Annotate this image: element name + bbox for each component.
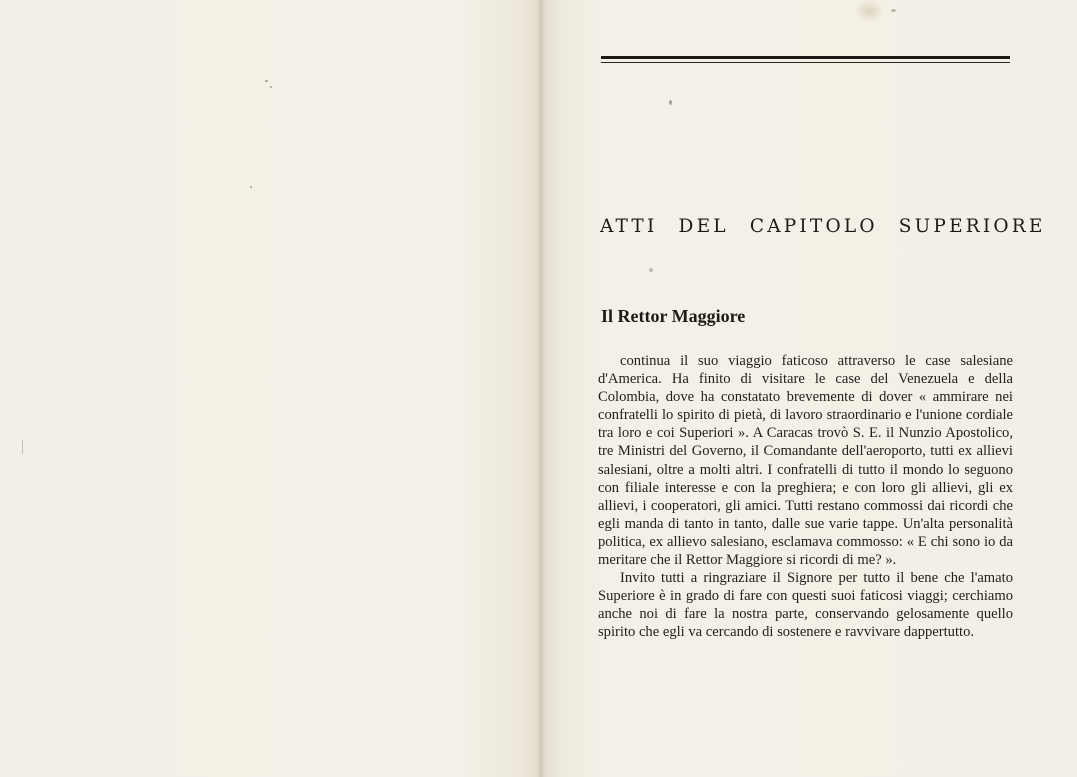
paragraph: Invito tutti a ringraziare il Signore per tutto il bene che l'amato Superiore è in grado di fare con questi suoi faticosi viaggi; cerchiamo anche noi di fare la nostra parte, conservando gelosamente quello spirito che egli va cercando di sostenere e ravvivare dappertutto. — [598, 570, 1013, 641]
paper-speck — [22, 440, 23, 454]
paper-speck — [250, 186, 252, 188]
book-gutter — [536, 0, 546, 777]
paper-speck — [265, 80, 268, 82]
paragraph: continua il suo viaggio faticoso attraverso le case salesiane d'America. Ha finito di visitare le case del Venezuela e della Colombia, dove ha constatato brevemente di dover « ammirare nei confratelli lo spirito di pietà, di lavoro straordinario e l'unione cordiale tra loro e coi Superiori ». A Caracas trovò S. E. il Nunzio Apostolico, tre Ministri del Governo, il Comandante dell'aeroporto, tutti ex allievi salesiani, oltre a molti altri. I confratelli di tutto il mondo lo seguono con filiale interesse e con la preghiera; e con loro gli allievi, gli ex allievi, i cooperatori, gli amici. Tutti restano commossi dai ricordi che egli manda di tanto in tanto, dalle sue varie tappe. Un'alta personalità politica, ex allievo salesiano, esclamava commosso: « E chi sono io da meritare che il Rettor Maggiore si ricordi di me? ». — [598, 353, 1013, 569]
paper-speck — [270, 86, 272, 88]
header-rule-thin — [601, 62, 1010, 63]
paper-speck — [669, 100, 672, 105]
paper-speck — [891, 9, 896, 12]
paper-speck — [649, 268, 653, 272]
paper-stain — [855, 0, 883, 22]
chapter-heading: ATTI DEL CAPITOLO SUPERIORE — [600, 216, 1046, 237]
section-title: Il Rettor Maggiore — [601, 306, 746, 326]
header-rule-thick — [601, 56, 1010, 59]
body-text — [598, 352, 1013, 642]
